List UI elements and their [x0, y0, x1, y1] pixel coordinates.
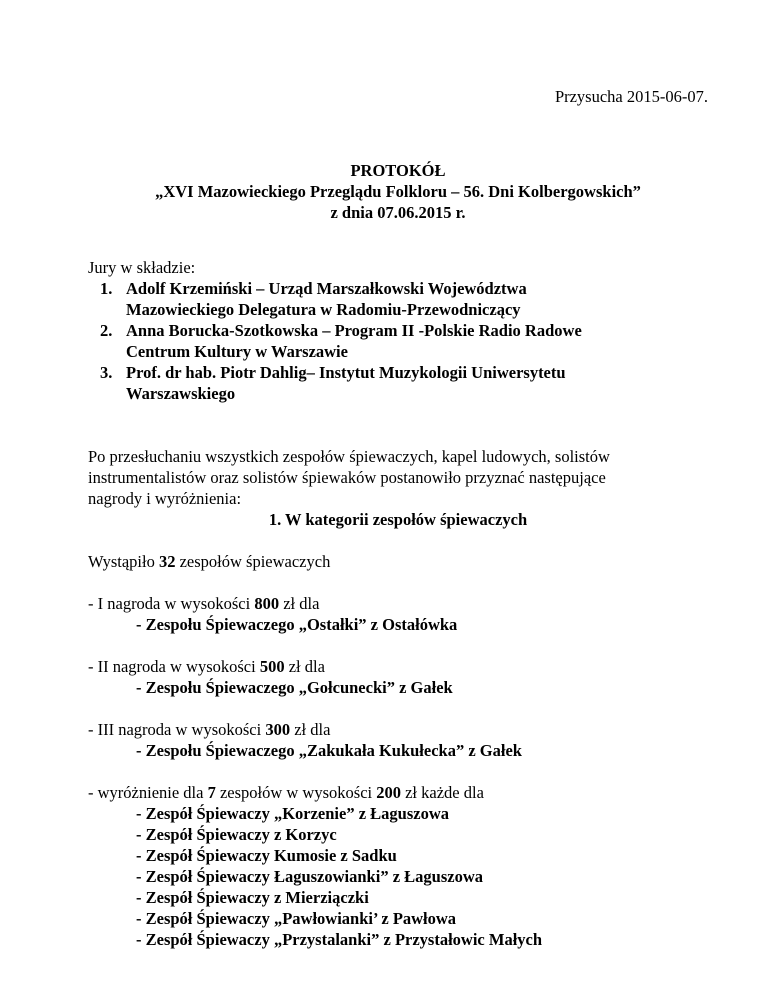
- distinctions-count: 7: [207, 783, 216, 802]
- second-prize-line: [88, 656, 708, 677]
- jury-member-number: 3.: [100, 363, 113, 382]
- first-prize-winner: - Zespołu Śpiewaczego „Ostałki” z Ostałówka: [136, 615, 458, 634]
- distinction-recipient: - Zespół Śpiewaczy Łaguszowianki” z Łaguszowa: [136, 867, 483, 886]
- distinction-recipient: - Zespół Śpiewaczy „Korzenie” z Łaguszowa: [136, 804, 450, 823]
- second-prize-prefix: - II nagroda w wysokości: [88, 657, 260, 676]
- jury-member: [88, 362, 708, 404]
- jury-section: [88, 257, 708, 404]
- distinction-recipient: - Zespół Śpiewaczy z Mierziączki: [136, 888, 369, 907]
- performed-prefix: Wystąpiło: [88, 552, 159, 571]
- first-prize-prefix: - I nagroda w wysokości: [88, 594, 255, 613]
- third-prize-winner: - Zespołu Śpiewaczego „Zakukała Kukułecka” z Gałek: [136, 741, 522, 760]
- title-block: [88, 160, 708, 223]
- performed-number: 32: [158, 552, 176, 571]
- performed-count: [88, 551, 708, 572]
- first-prize-suffix: zł dla: [279, 594, 320, 613]
- distinction-recipient: - Zespół Śpiewaczy „Pawłowianki’ z Pawłowa: [136, 909, 457, 928]
- third-prize-suffix: zł dla: [290, 720, 331, 739]
- third-prize-line: [88, 719, 708, 740]
- distinction-recipient: - Zespół Śpiewaczy Kumosie z Sadku: [136, 846, 397, 865]
- intro-line: nagrody i wyróżnienia:: [88, 489, 242, 508]
- intro-line: Po przesłuchaniu wszystkich zespołów śpiewaczych, kapel ludowych, solistów: [88, 447, 610, 466]
- second-prize-winner: - Zespołu Śpiewaczego „Gołcunecki” z Gałek: [136, 678, 453, 697]
- document-title: PROTOKÓŁ: [350, 161, 446, 180]
- jury-member-number: 1.: [100, 279, 113, 298]
- jury-member-line: Adolf Krzemiński – Urząd Marszałkowski Województwa: [126, 279, 527, 298]
- third-prize-prefix: - III nagroda w wysokości: [88, 720, 266, 739]
- distinction-recipient: - Zespół Śpiewaczy z Korzyc: [136, 825, 337, 844]
- jury-member-line: Centrum Kultury w Warszawie: [126, 342, 348, 361]
- jury-label: Jury w składzie:: [88, 258, 196, 277]
- jury-member-line: Prof. dr hab. Piotr Dahlig– Instytut Muzykologii Uniwersytetu: [126, 363, 566, 382]
- category-heading: 1. W kategorii zespołów śpiewaczych: [268, 510, 528, 529]
- jury-member-line: Mazowieckiego Delegatura w Radomiu-Przewodniczący: [126, 300, 521, 319]
- document-date: z dnia 07.06.2015 r.: [330, 203, 466, 222]
- place-date: Przysucha 2015-06-07.: [554, 87, 708, 106]
- jury-member-line: Anna Borucka-Szotkowska – Program II -Polskie Radio Radowe: [126, 321, 582, 340]
- distinctions-line: [88, 782, 708, 803]
- second-prize-suffix: zł dla: [284, 657, 325, 676]
- prize-entries: [88, 551, 708, 950]
- jury-member-line: Warszawskiego: [126, 384, 236, 403]
- distinctions-amount: 200: [376, 783, 401, 802]
- jury-member-number: 2.: [100, 321, 113, 340]
- jury-member: [88, 320, 708, 362]
- first-prize-line: [88, 593, 708, 614]
- intro-paragraph: [88, 446, 708, 509]
- event-name: „XVI Mazowieckiego Przeglądu Folkloru – 56. Dni Kolbergowskich”: [155, 182, 641, 201]
- distinctions-middle: zespołów w wysokości: [215, 783, 377, 802]
- jury-list: [88, 278, 708, 404]
- performed-suffix: zespołów śpiewaczych: [175, 552, 331, 571]
- first-prize-amount: 800: [254, 594, 280, 613]
- distinction-recipient: - Zespół Śpiewaczy „Przystalanki” z Przystałowic Małych: [136, 930, 543, 949]
- jury-member: [88, 278, 708, 320]
- distinctions-suffix: zł każde dla: [400, 783, 484, 802]
- intro-line: instrumentalistów oraz solistów śpiewaków postanowiło przyznać następujące: [88, 468, 606, 487]
- third-prize-amount: 300: [265, 720, 291, 739]
- second-prize-amount: 500: [259, 657, 285, 676]
- distinctions-prefix: - wyróżnienie dla: [88, 783, 208, 802]
